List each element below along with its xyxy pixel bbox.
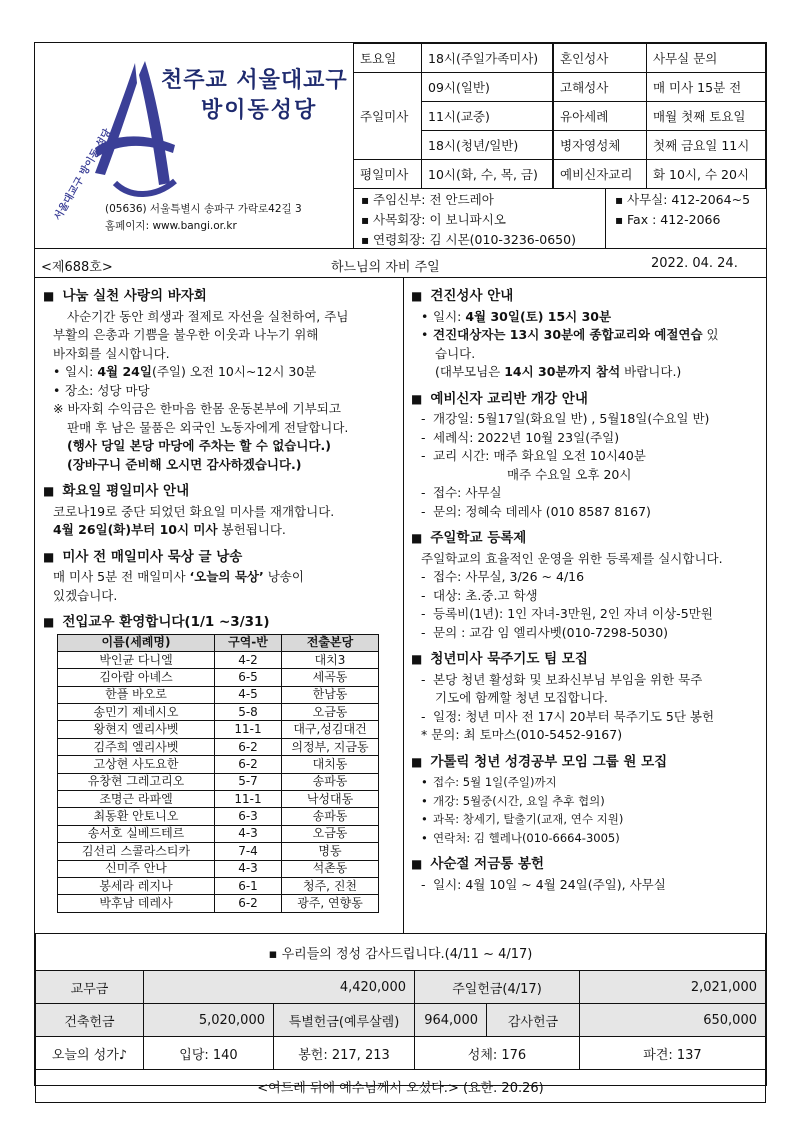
tuesday-bold: 4월 26일(화)부터 10시 미사 [53, 522, 218, 537]
catechumen-item: - 접수: 사무실 [411, 484, 761, 503]
bazaar-date [43, 363, 395, 382]
sunday-time: 11시(교중) [422, 102, 554, 131]
catechumen-item: - 세례식: 2022년 10월 23일(주일) [411, 429, 761, 448]
clergy-list [357, 190, 576, 250]
confirmation-title: ■ 견진성사 안내 [411, 287, 761, 306]
member-district: 6-2 [215, 738, 282, 755]
gospel-quote: <여드레 뒤에 예수님께서 오셨다.> (요한. 20.26) [36, 1070, 766, 1103]
member-prev-parish: 대치3 [282, 651, 379, 668]
sacrament-name: 병자영성체 [553, 131, 647, 160]
sunday-school-item: - 대상: 초.중.고 학생 [411, 587, 761, 606]
issue-date: 2022. 04. 24. [651, 256, 738, 271]
sacrament-value: 화 10시, 수 20시 [647, 160, 766, 189]
member-name: 한플 바오로 [58, 686, 215, 703]
bazaar-basket-note: (장바구니 준비해 오시면 감사하겠습니다.) [67, 456, 302, 472]
member-prev-parish: 의정부, 지금동 [282, 738, 379, 755]
member-prev-parish: 한남동 [282, 686, 379, 703]
office-list [611, 190, 750, 230]
contact-item: ▪ 사목회장: 이 보니파시오 [357, 210, 576, 230]
bazaar-place: • 장소: 성당 마당 [43, 382, 395, 401]
table-row [58, 808, 379, 825]
member-name: 김선리 스콜라스티카 [58, 843, 215, 860]
table-row [58, 738, 379, 755]
table-row [58, 756, 379, 773]
hymn-dismissal: 파견: 137 [580, 1037, 766, 1070]
sunday-time: 09시(일반) [422, 73, 554, 102]
table-header: 전출본당 [282, 634, 379, 651]
bible-study-item: • 연락처: 김 헬레나(010-6664-3005) [411, 829, 761, 848]
sunday-offering-value: 2,021,000 [580, 971, 766, 1004]
lent-box-item: - 일시: 4월 10일 ~ 4월 24일(주일), 사무실 [411, 876, 761, 895]
bazaar-body: 부활의 은총과 기쁨을 불우한 이웃과 나누기 위해 [53, 327, 319, 342]
rosary-pre: 매 미사 5분 전 매일미사 [53, 569, 190, 584]
sacrament-name: 혼인성사 [553, 44, 647, 73]
catechumen-item: - 문의: 정혜숙 데레사 (010 8587 8167) [411, 503, 761, 522]
sunday-school-item: - 접수: 사무실, 3/26 ~ 4/16 [411, 568, 761, 587]
kyomu-label: 교무금 [36, 971, 144, 1004]
table-row [58, 721, 379, 738]
member-prev-parish: 오금동 [282, 704, 379, 721]
sacrament-name: 유아세례 [553, 102, 647, 131]
member-district: 6-2 [215, 756, 282, 773]
bulletin-frame [34, 42, 767, 1096]
member-name: 박후남 데레사 [58, 895, 215, 912]
member-prev-parish: 청주, 진천 [282, 877, 379, 894]
member-prev-parish: 대치동 [282, 756, 379, 773]
member-name: 조명근 라파엘 [58, 791, 215, 808]
member-prev-parish: 석촌동 [282, 860, 379, 877]
bible-study-item: • 접수: 5월 1일(주일)까지 [411, 773, 761, 792]
member-name: 봉세라 레지나 [58, 877, 215, 894]
bazaar-note: 판매 후 남은 물품은 외국인 노동자에게 전달합니다. [67, 419, 349, 435]
member-prev-parish: 광주, 연향동 [282, 895, 379, 912]
table-header: 구역-반 [215, 634, 282, 651]
contact-item: ▪ Fax : 412-2066 [611, 210, 750, 230]
sunday-time: 18시(청년/일반) [422, 131, 554, 160]
table-row [58, 825, 379, 842]
rosary-line [43, 568, 395, 587]
saturday-time: 18시(주일가족미사) [422, 44, 554, 73]
tuesday-line: 코로나19로 중단 되었던 화요일 미사를 재개합니다. [53, 503, 335, 519]
weekday-time: 10시(화, 수, 목, 금) [422, 160, 554, 189]
youth-rosary-item: - 본당 청년 활성화 및 보좌신부님 부임을 위한 묵주 [411, 671, 761, 690]
confirmation-date-bold: 4월 30일(토) 15시 30분 [465, 308, 612, 324]
logo-area [35, 43, 354, 248]
member-name: 김주희 엘리사벳 [58, 738, 215, 755]
rosary-bold: ‘오늘의 묵상’ [189, 569, 264, 584]
column-divider [403, 278, 404, 933]
sponsor-bold: 14시 30분까지 참석 [504, 364, 621, 379]
member-name: 왕현지 엘리사벳 [58, 721, 215, 738]
sacrament-value: 매 미사 15분 전 [647, 73, 766, 102]
square-bullet-icon: ▪ [268, 946, 282, 962]
table-row [58, 669, 379, 686]
confirmation-line [411, 326, 761, 345]
member-prev-parish: 송파동 [282, 808, 379, 825]
member-district: 4-5 [215, 686, 282, 703]
issue-title: 하느님의 자비 주일 [331, 260, 440, 275]
member-district: 6-5 [215, 669, 282, 686]
sacrament-value: 첫째 금요일 11시 [647, 131, 766, 160]
tuesday-rest: 봉헌됩니다. [217, 522, 286, 537]
table-row [58, 843, 379, 860]
member-prev-parish: 대구,성김대건 [282, 721, 379, 738]
bazaar-body: 바자회를 실시합니다. [53, 345, 170, 361]
catechumen-time2: 매주 수요일 오후 20시 [507, 466, 632, 482]
divider [605, 188, 606, 248]
table-row [58, 651, 379, 668]
hymn-communion: 성체: 176 [415, 1037, 580, 1070]
table-header: 이름(세례명) [58, 634, 215, 651]
offering-title: 우리들의 정성 감사드립니다.(4/11 ~ 4/17) [281, 946, 533, 962]
parish-name-line2: 방이동성당 [201, 98, 318, 123]
hymn-label: 오늘의 성가♪ [36, 1037, 144, 1070]
bazaar-parking-note: (행사 당일 본당 마당에 주차는 할 수 없습니다.) [67, 438, 331, 453]
member-district: 6-3 [215, 808, 282, 825]
special-label: 특별헌금(예루살렘) [274, 1004, 415, 1037]
sponsor-post: 바랍니다.) [620, 364, 682, 379]
member-prev-parish: 오금동 [282, 825, 379, 842]
lent-box-title: ■ 사순절 저금통 봉헌 [411, 855, 761, 874]
thanks-label: 감사헌금 [487, 1004, 580, 1037]
member-name: 최동환 안토니오 [58, 808, 215, 825]
sunday-offering-label: 주일헌금(4/17) [415, 971, 580, 1004]
confirmation-date-pre: 일시: [433, 308, 466, 324]
bazaar-date-rest: (주일) 오전 10시~12시 30분 [151, 364, 317, 379]
confirmation-post: 있 [702, 327, 719, 342]
rosary-line: 있겠습니다. [53, 587, 118, 603]
contact-item: ▪ 연령회장: 김 시몬(010-3236-0650) [357, 230, 576, 250]
table-row [58, 704, 379, 721]
new-members-table [57, 634, 379, 913]
catechumen-title: ■ 예비신자 교리반 개강 안내 [411, 390, 761, 409]
member-district: 11-1 [215, 721, 282, 738]
member-name: 신미주 안나 [58, 860, 215, 877]
thanks-value: 650,000 [580, 1004, 766, 1037]
member-district: 5-8 [215, 704, 282, 721]
youth-rosary-item: 기도에 함께할 청년 모집합니다. [435, 690, 608, 705]
table-row [58, 686, 379, 703]
issue-bar [35, 248, 766, 278]
member-district: 5-7 [215, 773, 282, 790]
sunday-school-intro: 주일학교의 효율적인 운영을 위한 등록제를 실시합니다. [421, 550, 723, 566]
parish-homepage: 홈페이지: www.bangi.or.kr [105, 220, 237, 232]
confirmation-bold2: 13시 30분에 종합교리와 예절연습 [505, 327, 703, 342]
youth-rosary-title: ■ 청년미사 묵주기도 팀 모집 [411, 650, 761, 669]
offering-title-cell [36, 934, 766, 971]
bazaar-date-prefix: 일시: [65, 364, 98, 379]
sacrament-name: 예비신자교리 [553, 160, 647, 189]
saturday-label: 토요일 [354, 44, 422, 73]
hymn-entrance: 입당: 140 [144, 1037, 274, 1070]
bazaar-body: 사순기간 동안 희생과 절제로 자선을 실천하여, 주님 [67, 308, 349, 324]
table-row [58, 860, 379, 877]
contacts [353, 188, 766, 248]
bazaar-note: ※ 바자회 수익금은 한마음 한몸 운동본부에 기부되고 [53, 401, 341, 416]
sacrament-name: 고해성사 [553, 73, 647, 102]
member-name: 김아람 아녜스 [58, 669, 215, 686]
hymn-offertory: 봉헌: 217, 213 [274, 1037, 415, 1070]
offering-table [35, 933, 766, 1103]
youth-rosary-item: - 일정: 청년 미사 전 17시 20부터 묵주기도 5단 봉헌 [411, 708, 761, 727]
catechumen-item: - 교리 시간: 매주 화요일 오전 10시40분 [411, 447, 761, 466]
building-value: 5,020,000 [144, 1004, 274, 1037]
issue-number: <제688호> [41, 260, 113, 275]
table-row [58, 773, 379, 790]
confirmation-sponsor [411, 363, 761, 382]
sunday-school-title: ■ 주일학교 등록제 [411, 529, 761, 548]
contact-item: ▪ 주임신부: 전 안드레아 [357, 190, 576, 210]
mass-schedule-table [353, 43, 766, 189]
offering-footer [35, 933, 766, 1103]
parish-name-line1: 천주교 서울대교구 [161, 68, 348, 93]
kyomu-value: 4,420,000 [144, 971, 415, 1004]
member-district: 11-1 [215, 791, 282, 808]
bazaar-title: ■ 나눔 실천 사랑의 바자회 [43, 287, 395, 306]
member-district: 4-2 [215, 651, 282, 668]
member-prev-parish: 명동 [282, 843, 379, 860]
member-prev-parish: 세곡동 [282, 669, 379, 686]
table-row [58, 791, 379, 808]
parish-address: (05636) 서울특별시 송파구 가락로42길 3 [105, 203, 302, 215]
rosary-title: ■ 미사 전 매일미사 묵상 글 낭송 [43, 548, 395, 567]
bible-study-item: • 개강: 5월중(시간, 요일 추후 협의) [411, 792, 761, 811]
catechumen-item: - 개강일: 5월17일(화요일 반) , 5월18일(수요일 반) [411, 410, 761, 429]
member-district: 6-1 [215, 877, 282, 894]
bible-study-title: ■ 가톨릭 청년 성경공부 모임 그룹 원 모집 [411, 753, 761, 772]
member-name: 송서호 실베드테르 [58, 825, 215, 842]
sacrament-value: 매월 첫째 토요일 [647, 102, 766, 131]
member-district: 4-3 [215, 825, 282, 842]
side-logo-text: 서울대교구 방이동 성당 [52, 127, 114, 223]
table-row [58, 895, 379, 912]
sacrament-value: 사무실 문의 [647, 44, 766, 73]
confirmation-bold: 견진대상자는 [433, 327, 506, 342]
member-district: 4-3 [215, 860, 282, 877]
bible-study-item: • 과목: 창세기, 탈출기(교재, 연수 지원) [411, 810, 761, 829]
member-prev-parish: 낙성대동 [282, 791, 379, 808]
welcome-title: ■ 전입교우 환영합니다(1/1 ~3/31) [43, 613, 395, 632]
right-column [411, 283, 761, 894]
building-label: 건축헌금 [36, 1004, 144, 1037]
sunday-school-item: - 등록비(1년): 1인 자녀-3만원, 2인 자녀 이상-5만원 [411, 605, 761, 624]
member-name: 박인균 다니엘 [58, 651, 215, 668]
sunday-school-item: - 문의 : 교감 임 엘리사벳(010-7298-5030) [411, 624, 761, 643]
tuesday-line2 [43, 521, 395, 540]
confirmation-date [411, 308, 761, 327]
weekday-label: 평일미사 [354, 160, 422, 189]
member-district: 7-4 [215, 843, 282, 860]
contact-item: ▪ 사무실: 412-2064~5 [611, 190, 750, 210]
member-name: 송민기 제네시오 [58, 704, 215, 721]
table-row [58, 877, 379, 894]
member-district: 6-2 [215, 895, 282, 912]
sponsor-pre: (대부모님은 [435, 364, 505, 379]
member-name: 고상현 사도요한 [58, 756, 215, 773]
confirmation-line: 습니다. [435, 345, 476, 361]
sunday-label: 주일미사 [354, 73, 422, 160]
rosary-post: 낭송이 [263, 569, 304, 584]
bazaar-date-bold: 4월 24일 [97, 364, 152, 379]
member-name: 유창현 그레고리오 [58, 773, 215, 790]
left-column [43, 283, 395, 913]
youth-rosary-item: * 문의: 최 토마스(010-5452-9167) [421, 727, 623, 742]
special-value: 964,000 [415, 1004, 487, 1037]
member-prev-parish: 송파동 [282, 773, 379, 790]
tuesday-title: ■ 화요일 평일미사 안내 [43, 482, 395, 501]
